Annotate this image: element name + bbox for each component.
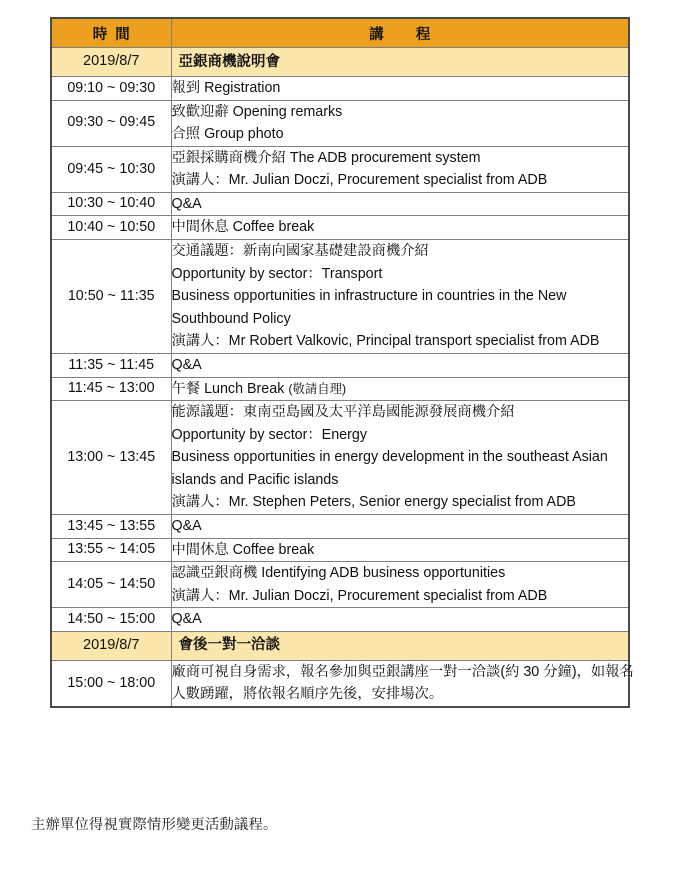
program-line: 廠商可視自身需求，報名參加與亞銀講座一對一洽談(約 30 分鐘)，如報名 [171, 663, 634, 680]
program-line: Opportunity by sector：Energy [171, 426, 367, 443]
cell-program [171, 631, 629, 660]
cell-time: 11:35 ~ 11:45 [51, 353, 171, 377]
cell-time: 14:50 ~ 15:00 [51, 608, 171, 632]
program-line-note: (敬請自理) [288, 381, 347, 396]
footnote: 主辦單位得視實際情形變更活動議程。 [31, 817, 278, 833]
column-header-program-label: 講 程 [369, 26, 431, 43]
cell-time: 13:00 ~ 13:45 [51, 401, 171, 515]
table-header-row [51, 18, 629, 48]
cell-program [171, 146, 629, 192]
program-line: 致歡迎辭 Opening remarks [171, 103, 343, 120]
table-row [51, 353, 629, 377]
cell-program [171, 538, 629, 562]
program-line: 會後一對一洽談 [178, 637, 280, 654]
table-row [51, 562, 629, 608]
cell-program [171, 562, 629, 608]
cell-time: 11:45 ~ 13:00 [51, 377, 171, 401]
cell-program [171, 401, 629, 515]
program-line: 人數踴躍，將依報名順序先後，安排場次。 [171, 686, 444, 703]
program-line: 中間休息 Coffee break [171, 541, 315, 558]
cell-program [171, 48, 629, 77]
cell-program [171, 100, 629, 146]
cell-time: 14:05 ~ 14:50 [51, 562, 171, 608]
cell-program [171, 660, 634, 707]
program-line: 演講人：Mr Robert Valkovic, Principal transport specialist from ADB [171, 333, 600, 350]
agenda-table [50, 17, 634, 708]
cell-program [171, 377, 629, 401]
program-line: Q&A [171, 195, 202, 212]
program-line: 午餐 Lunch Break (敬請自理) [171, 380, 347, 397]
cell-program [171, 514, 629, 538]
program-line: 演講人：Mr. Stephen Peters, Senior energy specialist from ADB [171, 494, 576, 511]
column-header-program [171, 18, 629, 48]
cell-time: 09:10 ~ 09:30 [51, 77, 171, 101]
program-line: islands and Pacific islands [171, 471, 339, 488]
cell-time: 10:50 ~ 11:35 [51, 240, 171, 354]
cell-time: 13:45 ~ 13:55 [51, 514, 171, 538]
table-row [51, 401, 629, 515]
cell-time: 2019/8/7 [51, 631, 171, 660]
program-line: Q&A [171, 517, 202, 534]
cell-program [171, 77, 629, 101]
program-line: Business opportunities in energy development in the southeast Asian [171, 449, 608, 466]
program-line: Business opportunities in infrastructure in countries in the New [171, 288, 567, 305]
agenda-table-head [51, 18, 629, 48]
cell-time: 13:55 ~ 14:05 [51, 538, 171, 562]
program-line: Southbound Policy [171, 310, 291, 327]
program-line: Q&A [171, 611, 202, 628]
program-line: 交通議題：新南向國家基礎建設商機介紹 [171, 243, 429, 260]
program-line: 認識亞銀商機 Identifying ADB business opportunities [171, 565, 506, 582]
table-section-row [51, 48, 629, 77]
table-row [51, 538, 629, 562]
table-row [51, 77, 629, 101]
program-line: 亞銀商機說明會 [178, 53, 280, 70]
table-row [51, 192, 629, 216]
program-line: 合照 Group photo [171, 126, 284, 143]
table-section-row [51, 631, 629, 660]
table-row [51, 216, 629, 240]
cell-time: 10:30 ~ 10:40 [51, 192, 171, 216]
cell-program [171, 216, 629, 240]
table-row [51, 660, 629, 707]
cell-time: 09:30 ~ 09:45 [51, 100, 171, 146]
program-line: 能源議題：東南亞島國及太平洋島國能源發展商機介紹 [171, 404, 515, 421]
cell-program [171, 608, 629, 632]
program-line: Q&A [171, 356, 202, 373]
cell-time: 09:45 ~ 10:30 [51, 146, 171, 192]
cell-time: 2019/8/7 [51, 48, 171, 77]
table-row [51, 240, 629, 354]
table-row [51, 100, 629, 146]
table-row [51, 377, 629, 401]
program-line: 中間休息 Coffee break [171, 219, 315, 236]
column-header-time [51, 18, 171, 48]
table-row [51, 514, 629, 538]
table-row [51, 146, 629, 192]
table-row [51, 608, 629, 632]
cell-program [171, 353, 629, 377]
cell-program [171, 240, 629, 354]
column-header-time-label: 時 間 [92, 26, 130, 43]
program-line: 亞銀採購商機介紹 The ADB procurement system [171, 149, 481, 166]
cell-time: 15:00 ~ 18:00 [51, 660, 171, 707]
cell-program [171, 192, 629, 216]
cell-time: 10:40 ~ 10:50 [51, 216, 171, 240]
program-line: 報到 Registration [171, 80, 281, 96]
program-line: 演講人：Mr. Julian Doczi, Procurement specialist from ADB [171, 587, 548, 604]
program-line: Opportunity by sector：Transport [171, 265, 383, 282]
program-line: 演講人：Mr. Julian Doczi, Procurement specialist from ADB [171, 172, 548, 189]
agenda-table-body [51, 48, 634, 708]
